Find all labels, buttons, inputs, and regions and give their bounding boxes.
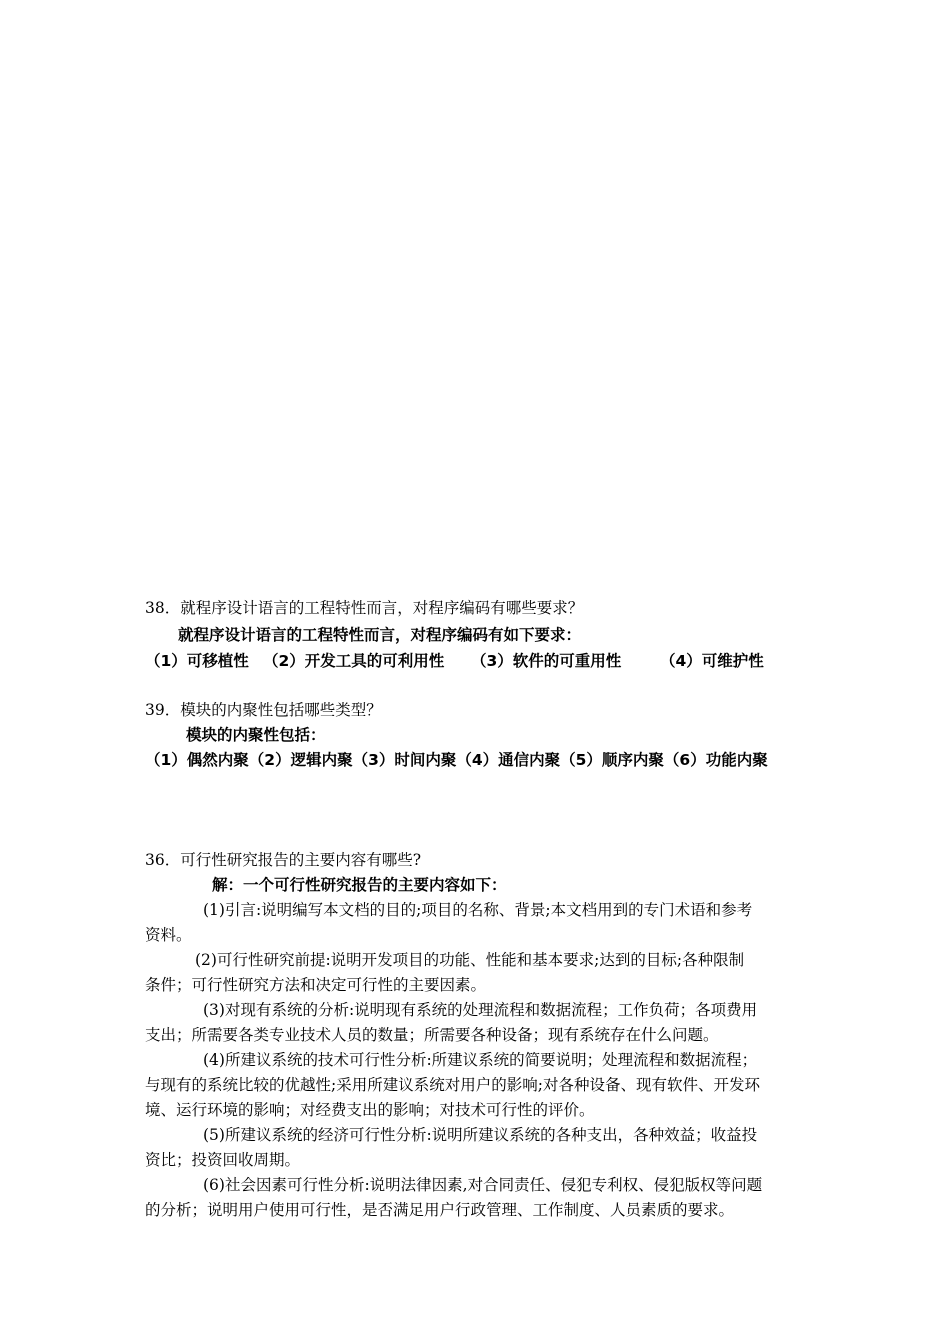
answer-38-item-2: （2）开发工具的可利用性 bbox=[263, 652, 445, 670]
answer-36-p3-line2: 支出；所需要各类专业技术人员的数量；所需要各种设备；现有系统存在什么问题。 bbox=[145, 1026, 719, 1044]
answer-36-p2-line1: (2)可行性研究前提:说明开发项目的功能、性能和基本要求;达到的目标;各种限制 bbox=[195, 951, 745, 969]
question-39: 39．模块的内聚性包括哪些类型？ bbox=[145, 701, 382, 719]
answer-36-intro: 解：一个可行性研究报告的主要内容如下： bbox=[212, 876, 507, 894]
answer-36-p6-line1: (6)社会因素可行性分析:说明法律因素,对合同责任、侵犯专利权、侵犯版权等问题 bbox=[203, 1176, 763, 1194]
answer-39-items: （1）偶然内聚（2）逻辑内聚（3）时间内聚（4）通信内聚（5）顺序内聚（6）功能内聚 bbox=[145, 751, 768, 769]
answer-36-p6-line2: 的分析；说明用户使用可行性，是否满足用户行政管理、工作制度、人员素质的要求。 bbox=[145, 1201, 735, 1219]
answer-38-item-1: （1）可移植性 bbox=[145, 652, 249, 670]
answer-38-intro: 就程序设计语言的工程特性而言，对程序编码有如下要求： bbox=[178, 626, 582, 644]
answer-36-p5-line1: (5)所建议系统的经济可行性分析:说明所建议系统的各种支出，各种效益；收益投 bbox=[203, 1126, 758, 1144]
answer-36-p2-line2: 条件；可行性研究方法和决定可行性的主要因素。 bbox=[145, 976, 487, 994]
answer-36-p1-line1: (1)引言:说明编写本文档的目的;项目的名称、背景;本文档用到的专门术语和参考 bbox=[203, 901, 753, 919]
answer-38-item-4: （4）可维护性 bbox=[660, 652, 764, 670]
answer-36-p4-line3: 境、运行环境的影响；对经费支出的影响；对技术可行性的评价。 bbox=[145, 1101, 595, 1119]
answer-39-intro: 模块的内聚性包括： bbox=[186, 726, 326, 744]
answer-36-p5-line2: 资比；投资回收周期。 bbox=[145, 1151, 301, 1169]
question-36: 36．可行性研究报告的主要内容有哪些? bbox=[145, 851, 422, 869]
answer-36-p3-line1: (3)对现有系统的分析:说明现有系统的处理流程和数据流程；工作负荷；各项费用 bbox=[203, 1001, 758, 1019]
answer-38-item-3: （3）软件的可重用性 bbox=[471, 652, 622, 670]
answer-36-p4-line2: 与现有的系统比较的优越性;采用所建议系统对用户的影响;对各种设备、现有软件、开发环 bbox=[145, 1076, 760, 1094]
question-38: 38．就程序设计语言的工程特性而言，对程序编码有哪些要求？ bbox=[145, 599, 584, 617]
answer-36-p4-line1: (4)所建议系统的技术可行性分析:所建议系统的简要说明；处理流程和数据流程； bbox=[203, 1051, 758, 1069]
answer-36-p1-line2: 资料。 bbox=[145, 926, 192, 944]
